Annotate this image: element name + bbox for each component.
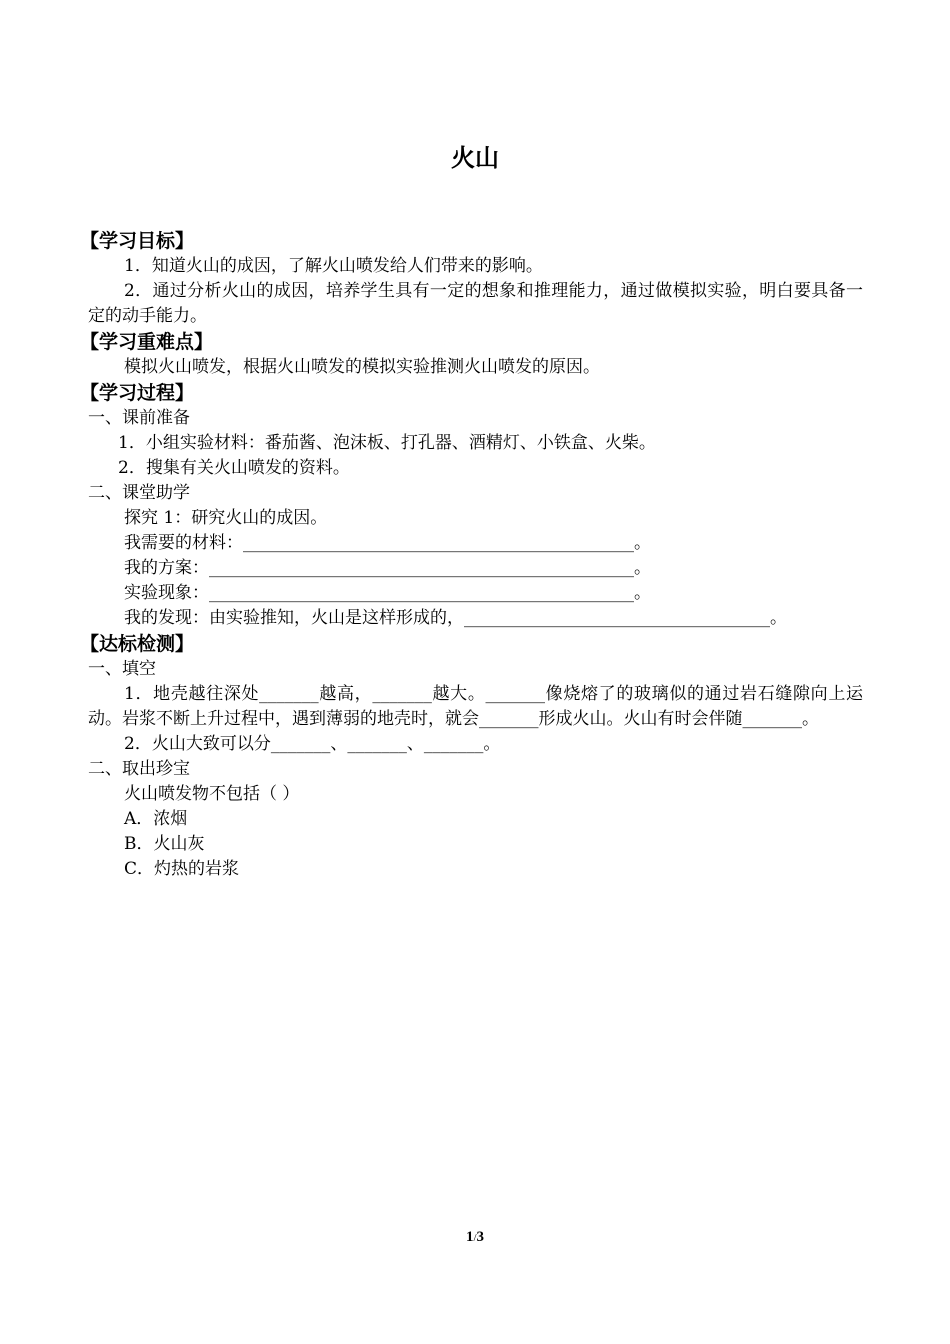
prep-item-1: 1．小组实验材料：番茄酱、泡沫板、打孔器、酒精灯、小铁盒、火柴。 [118,433,656,453]
prep-item-2: 2．搜集有关火山喷发的资料。 [118,458,350,478]
fill-question-1: 1．地壳越往深处_______越高，_______越大。_______像烧熔了的玻璃似的通过岩石缝隙向上运动。岩浆不断上升过程中，遇到薄弱的地壳时，就会_______形成火山。火山有时会伴随_______。 [88,684,863,729]
choice-option-b: B．火山灰 [124,834,205,854]
page-current: 1 [465,1229,474,1245]
plan-line: 我的方案：__________________________________________________。 [124,558,651,578]
page-number [0,1229,950,1246]
process-heading: 【学习过程】 [80,382,195,404]
prep-title: 一、课前准备 [88,408,190,428]
choice-option-c: C．灼热的岩浆 [124,859,240,879]
page-total: 3 [476,1229,485,1245]
key-points-heading: 【学习重难点】 [80,331,214,353]
key-points-text: 模拟火山喷发，根据火山喷发的模拟实验推测火山喷发的原因。 [124,357,600,377]
fill-title: 一、填空 [88,659,156,679]
document-body [80,228,863,882]
phenomenon-line: 实验现象：__________________________________________________。 [124,583,651,603]
test-heading: 【达标检测】 [80,633,195,655]
objective-item-1: 1．知道火山的成因，了解火山喷发给人们带来的影响。 [124,256,543,276]
explore-title: 探究 1：研究火山的成因。 [124,508,328,528]
choice-title: 二、取出珍宝 [88,759,190,779]
choice-option-a: A．浓烟 [124,809,188,829]
objectives-heading: 【学习目标】 [80,230,195,252]
page-title: 火山 [451,144,499,172]
materials-line: 我需要的材料：______________________________________________。 [124,533,651,553]
objective-item-2: 2．通过分析火山的成因，培养学生具有一定的想象和推理能力，通过做模拟实验，明白要具备一定的动手能力。 [88,281,863,326]
choice-question: 火山喷发物不包括（ ） [124,784,300,804]
discovery-line: 我的发现：由实验推知，火山是这样形成的，____________________________________。 [124,608,787,628]
class-title: 二、课堂助学 [88,483,190,503]
page-separator: / [473,1232,477,1244]
fill-question-2: 2．火山大致可以分_______、_______、_______。 [124,734,501,754]
